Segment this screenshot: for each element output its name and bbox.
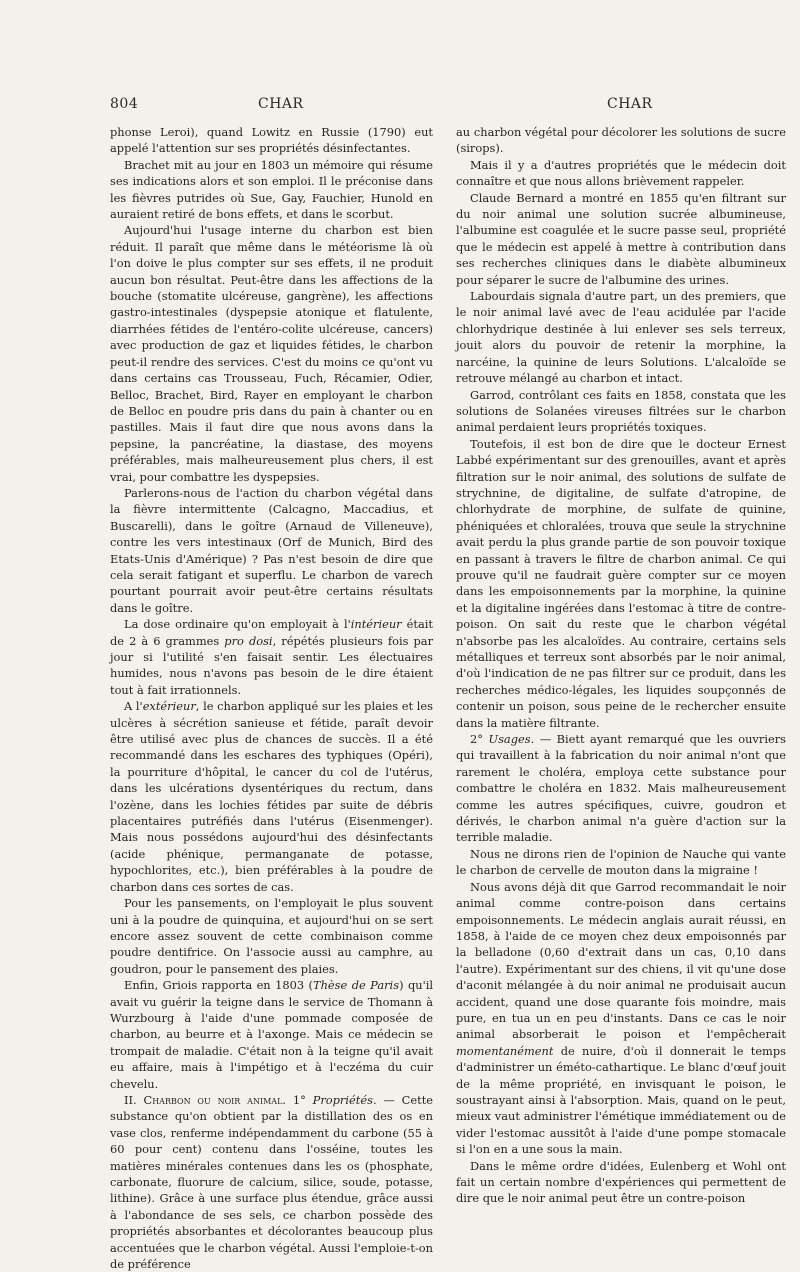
- paragraph: [456, 387, 786, 436]
- paragraph: [110, 124, 433, 157]
- text-segment: Usages: [488, 732, 531, 747]
- text-segment: Nous avons déjà dit que Garrod recommandait le noir animal comme contre-poison dans certains empoisonnements. Le médecin anglais aurait réussi, en 1858, à l'aide de ce moyen chez deux empoisonnés par la belladone (0,60 d'extrait dans un cas, 0,10 dans l'autre). Expérimentant sur des chiens, il vit qu'une dose d'aconit mélangée à du noir animal ne produisait aucun accident, quand une dose quarante fois moindre, mais pure, en tua un en peu d'instants. Dans ce cas le noir animal absorberait le poison et l'empêcherait: [456, 879, 786, 1042]
- paragraph: [110, 222, 433, 485]
- text-segment: Parlerons-nous de l'action du charbon végétal dans la fièvre intermittente (Calcagno, Maccadius, et Buscarelli), dans le goître (Arnaud de Villeneuve), contre les vers intestinaux (Orf de Munich, Bird des Etats-Unis d'Amérique) ? Pas n'est besoin de dire que cela serait fatigant et superflu. Le charbon de varech pourtant pourrait avoir peut-être certains résultats dans le goître.: [110, 485, 433, 615]
- text-segment: Dans le même ordre d'idées, Eulenberg et Wohl ont fait un certain nombre d'expériences qui permettent de dire que le noir animal peut être un contre-poison: [456, 1158, 786, 1206]
- page-number: 804: [110, 96, 139, 112]
- paragraph: [110, 1092, 433, 1272]
- text-segment: . — Biett ayant remarqué que les ouvriers qui travaillent à la fabrication du noir animal n'ont que rarement le choléra, employa cette substance pour combattre le choléra en 1832. Mais malheureusement comme les autres spécifiques, cuivre, goudron et dérivés, le charbon animal n'a guère d'action sur la terrible maladie.: [456, 732, 786, 845]
- text-segment: Propriétés: [312, 1092, 373, 1107]
- text-segment: momentanément: [456, 1043, 554, 1058]
- paragraph: [456, 190, 786, 288]
- text-segment: La dose ordinaire qu'on employait à l': [124, 617, 351, 632]
- text-segment: , répétés plusieurs fois par jour si l'utilité s'en faisait sentir. Les électuaires humides, nous n'avons pas besoin de le dire étaient tout à fait irrationnels.: [110, 633, 434, 697]
- paragraph: [110, 157, 433, 223]
- text-segment: Thèse de Paris: [312, 978, 400, 993]
- text-segment: II.: [124, 1092, 144, 1107]
- paragraph: [456, 846, 786, 879]
- text-segment: Labourdais signala d'autre part, un des premiers, que le noir animal lavé avec de l'eau acidulée par l'acide chlorhydrique destinée à lui enlever ses sels terreux, jouit alors du pouvoir de retenir la morphine, la narcéine, la quinine de leurs Solutions. L'alcaloïde se retrouve mélangé au charbon et intact.: [456, 289, 786, 386]
- paragraph: [110, 698, 433, 895]
- paragraph: [456, 1158, 786, 1207]
- left-running-title: CHAR: [258, 96, 304, 112]
- paragraph: [456, 436, 786, 731]
- paragraph: [110, 977, 433, 1092]
- right-column: [456, 124, 786, 1207]
- text-segment: Toutefois, il est bon de dire que le docteur Ernest Labbé expérimentant sur des grenouilles, avant et après filtration sur le noir animal, des solutions de sulfate de strychnine, de digitaline, de sulfate d'atropine, de chlorhydrate de morphine, de sulfate de quinine, phéniquées et chloralées, trouva que seule la strychnine avait perdu la plus grande partie de son pouvoir toxique en passant à travers le filtre de charbon animal. Ce qui prouve qu'il ne faudrait guère compter sur ce moyen dans les empoisonnements par la morphine, la quinine et la digitaline ingérées dans l'estomac à titre de contre-poison. On sait du reste que le charbon végétal n'absorbe pas les alcaloïdes. Au contraire, certains sels métalliques et terreux sont absorbés par le noir animal, d'où l'indication de ne pas filtrer sur ce produit, dans les recherches médico-légales, les liquides soupçonnés de contenir un poison, sous peine de le rechercher ensuite dans la matière filtrante.: [456, 436, 786, 730]
- text-segment: A l': [124, 699, 143, 714]
- text-segment: , le charbon appliqué sur les plaies et les ulcères à sécrétion sanieuse et fétide, paraît devoir être utilisé avec plus de chances de succès. Il a été recommandé dans les eschares des typhiques (Opéri), la pourriture d'hôpital, le cancer du col de l'utérus, dans les ulcérations dysentériques du rectum, dans l'ozène, dans les lochies fétides par suite de débris placentaires putréfiés dans l'utérus (Eisenmenger). Mais nous possédons aujourd'hui des désinfectants (acide phénique, permanganate de potasse, hypochlorites, etc.), bien préférables à la poudre de charbon dans ces sortes de cas.: [110, 699, 434, 894]
- text-segment: intérieur: [350, 617, 402, 632]
- text-segment: Mais il y a d'autres propriétés que le médecin doit connaître et que nous allons brièvement rappeler.: [456, 157, 786, 189]
- paragraph: [456, 157, 786, 190]
- text-segment: extérieur: [142, 699, 196, 714]
- left-column: [110, 124, 433, 1272]
- text-segment: Aujourd'hui l'usage interne du charbon est bien réduit. Il paraît que même dans le météorisme là où l'on doive le plus compter sur ses effets, il ne produit aucun bon résultat. Peut-être dans les affections de la bouche (stomatite ulcéreuse, gangrène), les affections gastro-intestinales (dyspepsie atonique et flatulente, diarrhées fétides de l'entéro-colite ulcéreuse, cancers) avec production de gaz et liquides fétides, le charbon peut-il rendre des services. C'est du moins ce qu'ont vu dans certains cas Trousseau, Fuch, Récamier, Odier, Belloc, Brachet, Bird, Rayer en employant le charbon de Belloc en poudre pris dans du pain à chanter ou en pastilles. Mais il faut dire que nous avons dans la pepsine, la pancréatine, la diastase, des moyens préférables, mais malheureusement plus chers, il est vrai, pour combattre les dyspepsies.: [110, 223, 433, 484]
- text-segment: 2°: [470, 732, 489, 747]
- text-segment: était de 2 à 6 grammes: [110, 617, 433, 648]
- text-segment: phonse Leroi), quand Lowitz en Russie (1790) eut appelé l'attention sur ses propriétés désinfectantes.: [110, 125, 433, 156]
- paragraph: [110, 485, 433, 616]
- text-segment: pro dosi: [224, 633, 273, 648]
- text-segment: Pour les pansements, on l'employait le plus souvent uni à la poudre de quinquina, et aujourd'hui on se sert encore assez souvent de cette combinaison comme poudre dentifrice. On l'associe aussi au camphre, au goudron, pour le pansement des plaies.: [110, 896, 433, 976]
- text-segment: . 1°: [282, 1092, 313, 1107]
- text-segment: Enfin, Griois rapporta en 1803 (: [124, 978, 313, 993]
- paragraph: [456, 288, 786, 386]
- text-segment: au charbon végétal pour décolorer les solutions de sucre (sirops).: [456, 125, 786, 156]
- text-segment: Nous ne dirons rien de l'opinion de Nauche qui vante le charbon de cervelle de mouton dans la migraine !: [456, 846, 786, 878]
- text-segment: Brachet mit au jour en 1803 un mémoire qui résume ses indications alors et son emploi. Il le préconise dans les fièvres putrides où Sue, Gay, Fauchier, Hunold en auraient retiré de bons effets, et dans le scorbut.: [110, 157, 433, 222]
- paragraph: [456, 124, 786, 157]
- paragraph: [456, 879, 786, 1158]
- paragraph: [110, 616, 433, 698]
- text-segment: Charbon ou noir animal: [143, 1092, 283, 1107]
- text-segment: de nuire, d'où il donnerait le temps d'administrer un éméto-cathartique. Le blanc d'œuf jouit de la même propriété, en invisquant le poison, le soustrayant ainsi à l'absorption. Mais, quand on le peut, mieux vaut administrer l'émétique immédiatement ou de vider l'estomac aussitôt à l'aide d'une pompe stomacale si l'on en a une sous la main.: [456, 1043, 786, 1157]
- text-segment: ) qu'il avait vu guérir la teigne dans le service de Thomann à Wurzbourg à l'aide d'une pommade composée de charbon, au beurre et à l'axonge. Mais ce médecin se trompait de maladie. C'était non à la teigne qu'il avait eu affaire, mais à l'impétigo et à l'eczéma du cuir chevelu.: [110, 978, 433, 1091]
- text-segment: Garrod, contrôlant ces faits en 1858, constata que les solutions de Solanées vireuses filtrées sur le charbon animal perdaient leurs propriétés toxiques.: [456, 387, 786, 435]
- right-running-title: CHAR: [607, 96, 653, 112]
- text-segment: Claude Bernard a montré en 1855 qu'en filtrant sur du noir animal une solution sucrée albumineuse, l'albumine est coagulée et le sucre passe seul, propriété que le médecin est appelé à mettre à contribution dans ses recherches cliniques dans le diabète albumineux pour séparer le sucre de l'albumine des urines.: [456, 190, 786, 287]
- paragraph: [456, 731, 786, 846]
- paragraph: [110, 895, 433, 977]
- text-segment: . — Cette substance qu'on obtient par la distillation des os en vase clos, renferme indépendamment du carbone (55 à 60 pour cent) contenu dans l'osséine, toutes les matières minérales contenues dans les os (phosphate, carbonate, fluorure de calcium, silice, soude, potasse, lithine). Grâce à une surface plus étendue, grâce aussi à l'abondance de ses sels, ce charbon possède des propriétés absorbantes et décolorantes beaucoup plus accentuées que le charbon végétal. Aussi l'emploie-t-on de préférence: [110, 1092, 434, 1272]
